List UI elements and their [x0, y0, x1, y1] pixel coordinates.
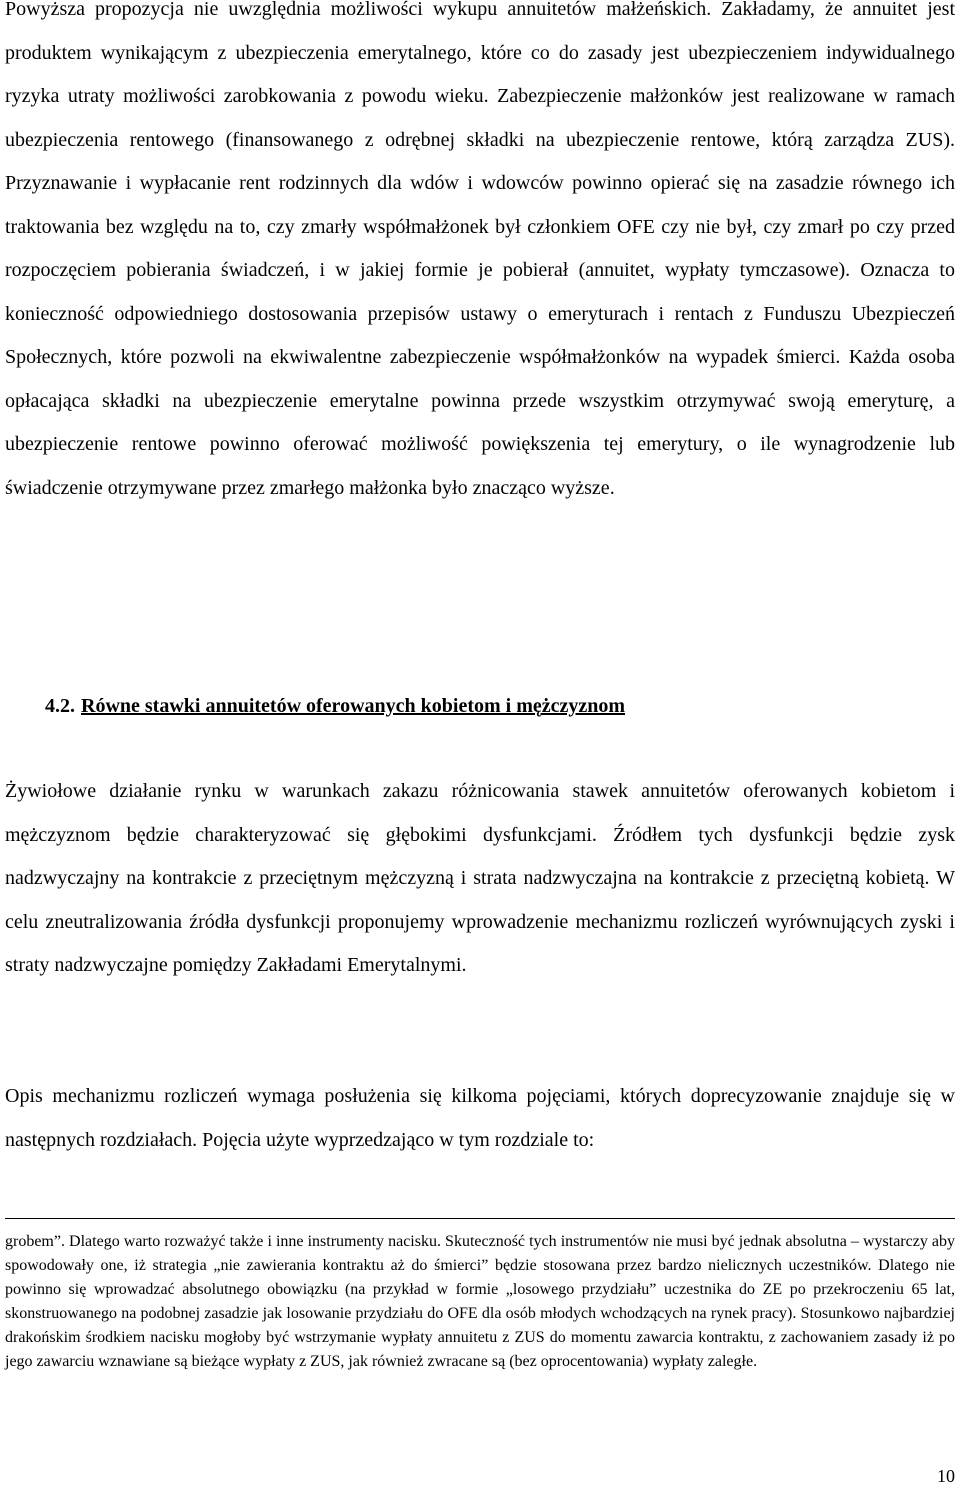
section-number: 4.2. — [45, 695, 75, 717]
footnote-separator — [5, 1218, 955, 1219]
section-heading — [45, 690, 625, 722]
body-paragraph-1: Powyższa propozycja nie uwzględnia możliwości wykupu annuitetów małżeńskich. Zakładamy, że annuitet jest produktem wynikającym z ubezpieczenia emerytalnego, które co do zasady jest ubezpieczeniem indywidualnego ryzyka utraty możliwości zarobkowania z powodu wieku. Zabezpieczenie małżonków jest realizowane w ramach ubezpieczenia rentowego (finansowanego z odrębnej składki na ubezpieczenie rentowe, którą zarządza ZUS). Przyznawanie i wypłacanie rent rodzinnych dla wdów i wdowców powinno opierać się na zasadzie równego ich traktowania bez względu na to, czy zmarły współmałżonek był członkiem OFE czy nie był, czy zmarł po czy przed rozpoczęciem pobierania świadczeń, i w jakiej formie je pobierał (annuitet, wypłaty tymczasowe). Oznacza to konieczność odpowiedniego dostosowania przepisów ustawy o emeryturach i rentach z Funduszu Ubezpieczeń Społecznych, które pozwoli na ekwiwalentne zabezpieczenie współmałżonków na wypadek śmierci. Każda osoba opłacająca składki na ubezpieczenie emerytalne powinna przede wszystkim otrzymywać swoją emeryturę, a ubezpieczenie rentowe powinno oferować możliwość powiększenia tej emerytury, o ile wynagrodzenie lub świadczenie otrzymywane przez zmarłego małżonka było znacząco wyższe. — [5, 0, 955, 499]
body-paragraph-3: Opis mechanizmu rozliczeń wymaga posłużenia się kilkoma pojęciami, których doprecyzowanie znajduje się w następnych rozdziałach. Pojęcia użyte wyprzedzająco w tym rozdziale to: — [5, 1085, 955, 1151]
body-paragraph-2: Żywiołowe działanie rynku w warunkach zakazu różnicowania stawek annuitetów oferowanych kobietom i mężczyznom będzie charakteryzować się głębokimi dysfunkcjami. Źródłem tych dysfunkcji będzie zysk nadzwyczajny na kontrakcie z przeciętnym mężczyzną i strata nadzwyczajna na kontrakcie z przeciętną kobietą. W celu zneutralizowania źródła dysfunkcji proponujemy wprowadzenie mechanizmu rozliczeń wyrównujących zyski i straty nadzwyczajne pomiędzy Zakładami Emerytalnymi. — [5, 780, 955, 976]
section-title: Równe stawki annuitetów oferowanych kobietom i mężczyznom — [81, 695, 626, 717]
footnote-text: grobem”. Dlatego warto rozważyć także i inne instrumenty nacisku. Skuteczność tych instrumentów nie musi być jednak absolutna – wystarczy aby spowodowały one, iż strategia „nie zawierania kontraktu aż do śmierci” będzie stosowana przez bardzo nielicznych uczestników. Dlatego nie powinno się wprowadzać absolutnego obowiązku (na przykład w formie „losowego przydziału” uczestnika do ZE po przekroczeniu 65 lat, skonstruowanego na podobnej zasadzie jak losowanie przydziału do OFE dla osób młodych wchodzących na rynek pracy). Stosunkowo najbardziej drakońskim środkiem nacisku mogłoby być wstrzymanie wypłaty annuitetu z ZUS do momentu zawarcia kontraktu, z zachowaniem zasady iż po jego zawarciu wznawiane są bieżące wypłaty z ZUS, jak również zwracane są (bez oprocentowania) wypłaty zaległe. — [5, 1233, 955, 1370]
page-number: 10 — [937, 1466, 955, 1486]
